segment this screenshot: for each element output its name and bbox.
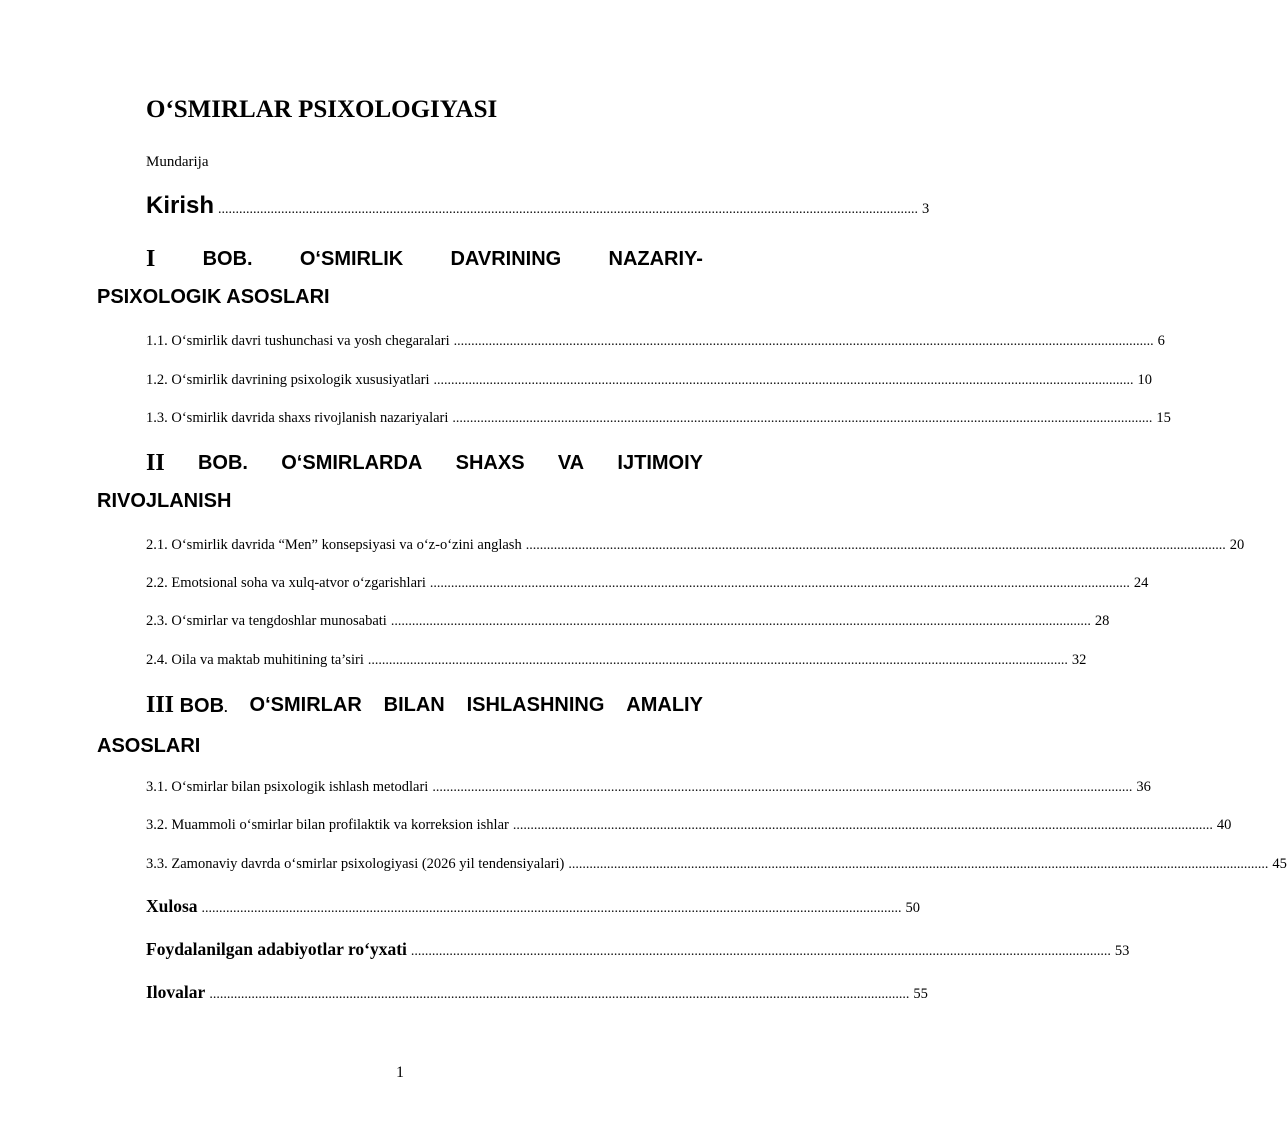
- dot-leader: ........................................................................................................................................................................................................: [452, 411, 1153, 426]
- dot-leader: ........................................................................................................................................................................................................: [432, 780, 1133, 795]
- toc-entry-label: 1.1. O‘smirlik davri tushunchasi va yosh chegaralari: [146, 333, 450, 349]
- toc-entry-page: 3: [922, 201, 930, 217]
- chapter-heading-2[interactable]: [97, 444, 703, 520]
- chapter-number: I: [146, 246, 156, 272]
- page-number: 1: [396, 1064, 404, 1081]
- chapter-heading-1[interactable]: [97, 240, 703, 316]
- chapter-word: IJTIMOIY: [617, 452, 703, 474]
- toc-entry-page: 55: [913, 986, 928, 1002]
- dot-leader: ........................................................................................................................................................................................................: [201, 901, 902, 916]
- chapter-title-line2: PSIXOLOGIK ASOSLARI: [97, 286, 330, 308]
- toc-entry-ilovalar[interactable]: [146, 982, 928, 1003]
- toc-entry-xulosa[interactable]: [146, 896, 921, 917]
- dot-leader: ........................................................................................................................................................................................................: [410, 944, 1111, 959]
- toc-entry-label: Foydalanilgan adabiyotlar ro‘yxati: [146, 939, 407, 959]
- toc-entry-label: Kirish: [146, 192, 215, 219]
- dot-leader: ........................................................................................................................................................................................................: [568, 857, 1269, 872]
- chapter-word: NAZARIY-: [608, 248, 703, 270]
- toc-entry[interactable]: [146, 410, 1171, 427]
- chapter-word: BILAN: [383, 694, 445, 716]
- toc-entry-label: 3.2. Muammoli o‘smirlar bilan profilaktik va korreksion ishlar: [146, 817, 509, 833]
- toc-entry-label: 1.2. O‘smirlik davrining psixologik xususiyatlari: [146, 372, 430, 388]
- chapter-number: II: [146, 450, 165, 476]
- toc-entry-label: Ilovalar: [146, 982, 206, 1002]
- toc-entry-page: 45: [1272, 856, 1287, 872]
- toc-entry-page: 15: [1156, 410, 1171, 426]
- toc-entry-page: 36: [1136, 779, 1151, 795]
- toc-entry[interactable]: [146, 652, 1087, 669]
- chapter-title-line2: RIVOJLANISH: [97, 490, 232, 512]
- toc-entry-label: 1.3. O‘smirlik davrida shaxs rivojlanish nazariyalari: [146, 410, 449, 426]
- toc-entry[interactable]: [146, 779, 1151, 796]
- toc-entry-page: 40: [1216, 817, 1232, 833]
- toc-entry-label: 2.2. Emotsional soha va xulq-atvor o‘zgarishlari: [146, 575, 426, 591]
- toc-entry-page: 10: [1137, 372, 1153, 388]
- toc-entry[interactable]: [146, 333, 1165, 350]
- chapter-bob: BOB.: [202, 248, 253, 270]
- toc-entry-page: 6: [1157, 333, 1165, 349]
- toc-entry-label: 3.3. Zamonaviy davrda o‘smirlar psixologiyasi (2026 yil tendensiyalari): [146, 856, 565, 872]
- toc-entry-label: 2.4. Oila va maktab muhitining ta’siri: [146, 652, 364, 668]
- toc-entry[interactable]: [146, 575, 1149, 592]
- toc-entry[interactable]: [146, 613, 1110, 630]
- chapter-number: III: [146, 692, 175, 718]
- chapter-word: DAVRINING: [450, 248, 562, 270]
- toc-entry-page: 32: [1071, 652, 1087, 668]
- document-title: O‘SMIRLAR PSIXOLOGIYASI: [146, 96, 498, 123]
- dot-leader: ........................................................................................................................................................................................................: [209, 987, 910, 1002]
- toc-entry[interactable]: [146, 856, 1287, 873]
- chapter-bob: BOB.: [197, 452, 248, 474]
- dot-leader: ........................................................................................................................................................................................................: [390, 614, 1091, 629]
- toc-entry-label: 3.1. O‘smirlar bilan psixologik ishlash metodlari: [146, 779, 429, 795]
- chapter-word: VA: [557, 452, 585, 474]
- toc-entry-page: 53: [1114, 943, 1130, 959]
- toc-entry-label: Xulosa: [146, 896, 198, 916]
- toc-heading: Mundarija: [146, 154, 209, 170]
- chapter-bob: BOB: [179, 695, 225, 717]
- dot-leader: ........................................................................................................................................................................................................: [433, 373, 1134, 388]
- toc-entry[interactable]: [146, 372, 1153, 389]
- chapter-word: O‘SMIRLARDA: [281, 452, 423, 474]
- dot-leader: ........................................................................................................................................................................................................: [525, 538, 1226, 553]
- chapter-title-line2: ASOSLARI: [97, 735, 201, 757]
- toc-entry-label: 2.1. O‘smirlik davrida “Men” konsepsiyasi va o‘z-o‘zini anglash: [146, 537, 522, 553]
- chapter-word: AMALIY: [626, 694, 703, 716]
- dot-leader: ........................................................................................................................................................................................................: [218, 202, 919, 217]
- toc-entry-page: 28: [1094, 613, 1110, 629]
- chapter-word: ISHLASHNING: [466, 694, 605, 716]
- chapter-heading-3[interactable]: III BOB. O‘SMIRLAR BILAN ISHLASHNING AMALIY ASOSLARI: [97, 686, 703, 765]
- dot-leader: ........................................................................................................................................................................................................: [367, 653, 1068, 668]
- toc-entry[interactable]: [146, 537, 1245, 554]
- toc-entry-adabiyotlar[interactable]: [146, 939, 1130, 960]
- toc-entry-kirish[interactable]: [146, 192, 930, 220]
- dot-leader: ........................................................................................................................................................................................................: [429, 576, 1130, 591]
- dot-leader: ........................................................................................................................................................................................................: [512, 818, 1213, 833]
- chapter-word: SHAXS: [455, 452, 525, 474]
- toc-entry-label: 2.3. O‘smirlar va tengdoshlar munosabati: [146, 613, 387, 629]
- chapter-word: O‘SMIRLIK: [299, 248, 404, 270]
- dot-leader: ........................................................................................................................................................................................................: [453, 334, 1154, 349]
- toc-entry-page: 20: [1229, 537, 1245, 553]
- toc-entry-page: 50: [905, 900, 921, 916]
- chapter-word: O‘SMIRLAR: [249, 694, 362, 716]
- toc-entry-page: 24: [1133, 575, 1149, 591]
- toc-entry[interactable]: [146, 817, 1232, 834]
